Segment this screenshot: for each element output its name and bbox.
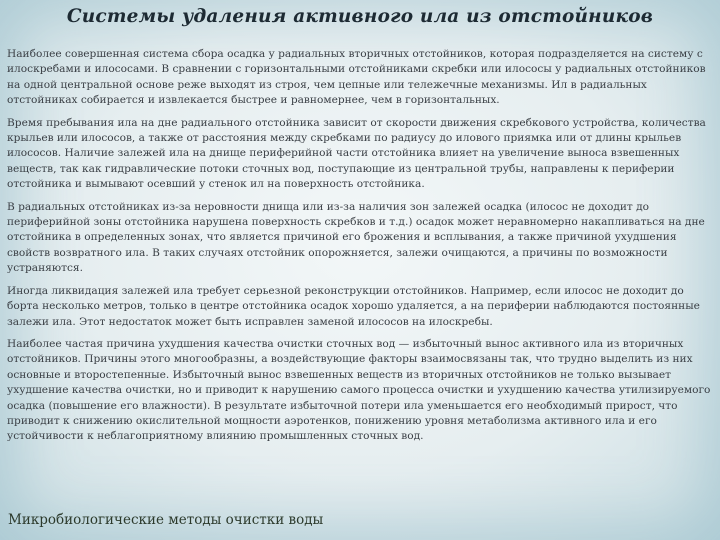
paragraph-3: В радиальных отстойниках из-за неровности днища или из-за наличия зон залежей осадка (илосос не доходит до периферийной зоны отстойника нарушена поверхность скребков и т.д.) осадок может неравномерно накапливаться на дне отстойника в определенных зонах, что является причиной его брожения и всплывания, а также причиной ухудшения свойств возвратного ила. В таких случаях отстойник опорожняется, залежи очищаются, а причины по возможности устраняются. [7, 200, 705, 275]
paragraph-5: Наиболее частая причина ухудшения качества очистки сточных вод — избыточный вынос активного ила из вторичных отстойников. Причины этого многообразны, а воздействующие факторы взаимосвязаны так, что трудно выделить из них основные и второстепенные. Избыточный вынос взвешенных веществ из вторичных отстойников не только вызывает ухудшение качества очистки, но и приводит к нарушению самого процесса очистки и ухудшению качества утилизируемого осадка (повышение его влажности). В результате избыточной потери ила уменьшается его необходимый прирост, что приводит к снижению окислительной мощности аэротенков, понижению уровня метаболизма активного ила и его устойчивости к неблагоприятному влиянию промышленных сточных вод. [7, 337, 711, 443]
slide-footer: Микробиологические методы очистки воды [8, 512, 324, 528]
paragraph-4: Иногда ликвидация залежей ила требует серьезной реконструкции отстойников. Например, если илосос не доходит до борта несколько метров, только в центре отстойника осадок хорошо удаляется, а на периферии наблюдаются постоянные залежи ила. Этот недостаток может быть исправлен заменой илососов на илоскребы. [7, 284, 700, 328]
paragraph-1: Наиболее совершенная система сбора осадка у радиальных вторичных отстойников, которая подразделяется на систему с илоскребами и илососами. В сравнении с горизонтальными отстойниками скребки или илососы у радиальных отстойников на одной центральной основе реже выходят из строя, чем цепные или тележечные механизмы. Ил в радиальных отстойниках собирается и извлекается быстрее и равномернее, чем в горизонтальных. [7, 48, 706, 107]
slide-body [7, 47, 711, 452]
paragraph-2: Время пребывания ила на дне радиального отстойника зависит от скорости движения скребкового устройства, количества крыльев или илососов, а также от расстояния между скребками по радиусу до илового приямка или от длины крыльев илососов. Наличие залежей ила на днище периферийной части отстойника влияет на увеличение выноса взвешенных веществ, так как гидравлические потоки сточных вод, поступающие из центральной трубы, направлены к периферии отстойника и вымывают осевший у стенок ил на поверхность отстойника. [7, 116, 706, 191]
slide-title: Системы удаления активного ила из отстойников [66, 6, 654, 27]
